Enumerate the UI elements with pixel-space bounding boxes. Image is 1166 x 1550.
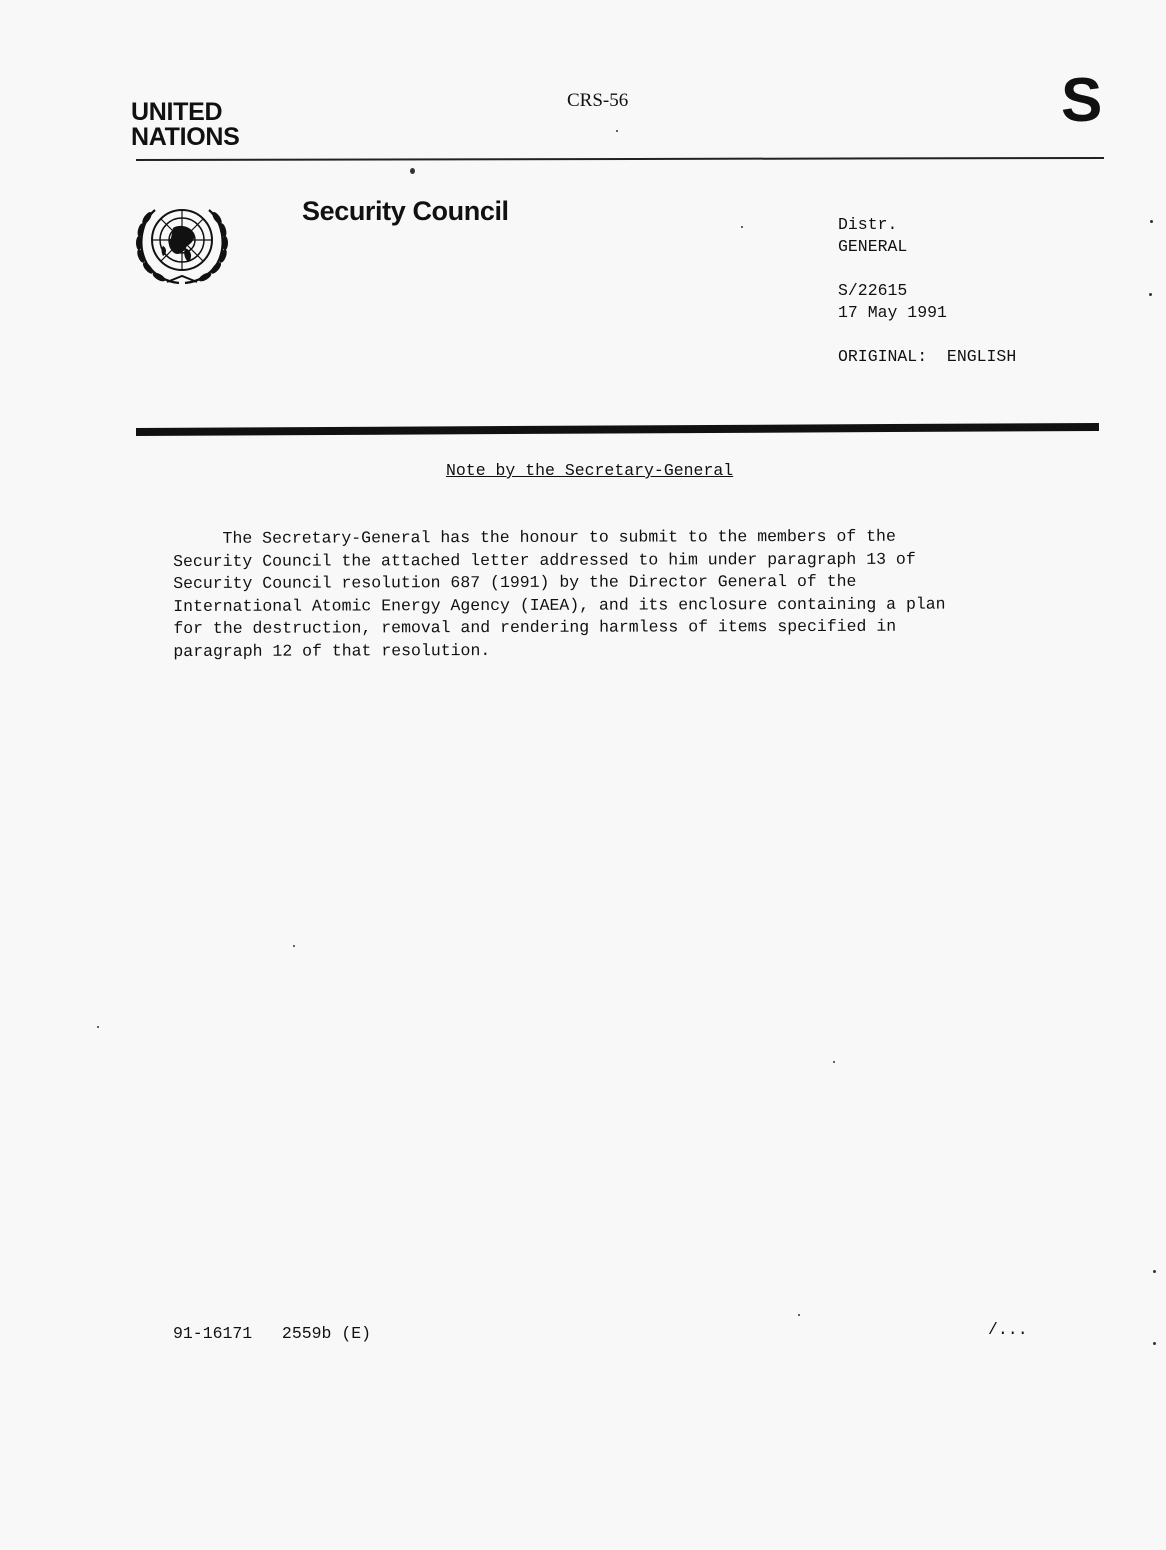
scan-speck [1153, 1342, 1156, 1345]
document-code: CRS-56 [567, 90, 629, 111]
scan-speck [97, 1026, 99, 1028]
job-number: 91-16171 2559b (E) [173, 1324, 372, 1343]
note-body-line: The Secretary-General has the honour to submit to the members of the [173, 526, 896, 548]
organization-name [131, 100, 240, 150]
scan-speck [293, 945, 295, 947]
scan-speck [798, 1314, 800, 1316]
organization-name-line1: UNITED [131, 98, 223, 126]
note-body-line: for the destruction, removal and rendering harmless of items specified in [173, 616, 897, 638]
note-body-line: paragraph 12 of that resolution. [173, 640, 491, 661]
note-body-line: Security Council resolution 687 (1991) by the Director General of the [173, 571, 857, 593]
document-symbol: S/22615 [838, 281, 908, 300]
scan-speck [410, 168, 415, 174]
language-letter: S [1061, 66, 1103, 135]
masthead-divider [136, 423, 1099, 436]
distribution-block [838, 214, 1016, 368]
original-language: ORIGINAL: ENGLISH [838, 347, 1017, 366]
note-body [173, 525, 1053, 663]
note-body-line: Security Council the attached letter addressed to him under paragraph 13 of [173, 549, 916, 571]
distr-label: Distr. [838, 215, 898, 234]
scan-speck [1153, 1270, 1156, 1273]
header-divider [136, 157, 1104, 161]
organization-name-line2: NATIONS [131, 123, 240, 151]
continued-marker: /... [988, 1320, 1028, 1339]
un-emblem-icon [133, 198, 231, 288]
note-title: Note by the Secretary-General [446, 461, 734, 480]
document-date: 17 May 1991 [838, 303, 947, 322]
scan-speck [1150, 220, 1153, 223]
scan-speck [741, 226, 743, 228]
organ-title: Security Council [302, 196, 509, 226]
scan-speck [616, 130, 618, 132]
distr-value: GENERAL [838, 237, 908, 256]
scan-speck [1149, 293, 1152, 296]
note-body-line: International Atomic Energy Agency (IAEA), and its enclosure containing a plan [173, 594, 946, 616]
scan-speck [833, 1061, 835, 1063]
